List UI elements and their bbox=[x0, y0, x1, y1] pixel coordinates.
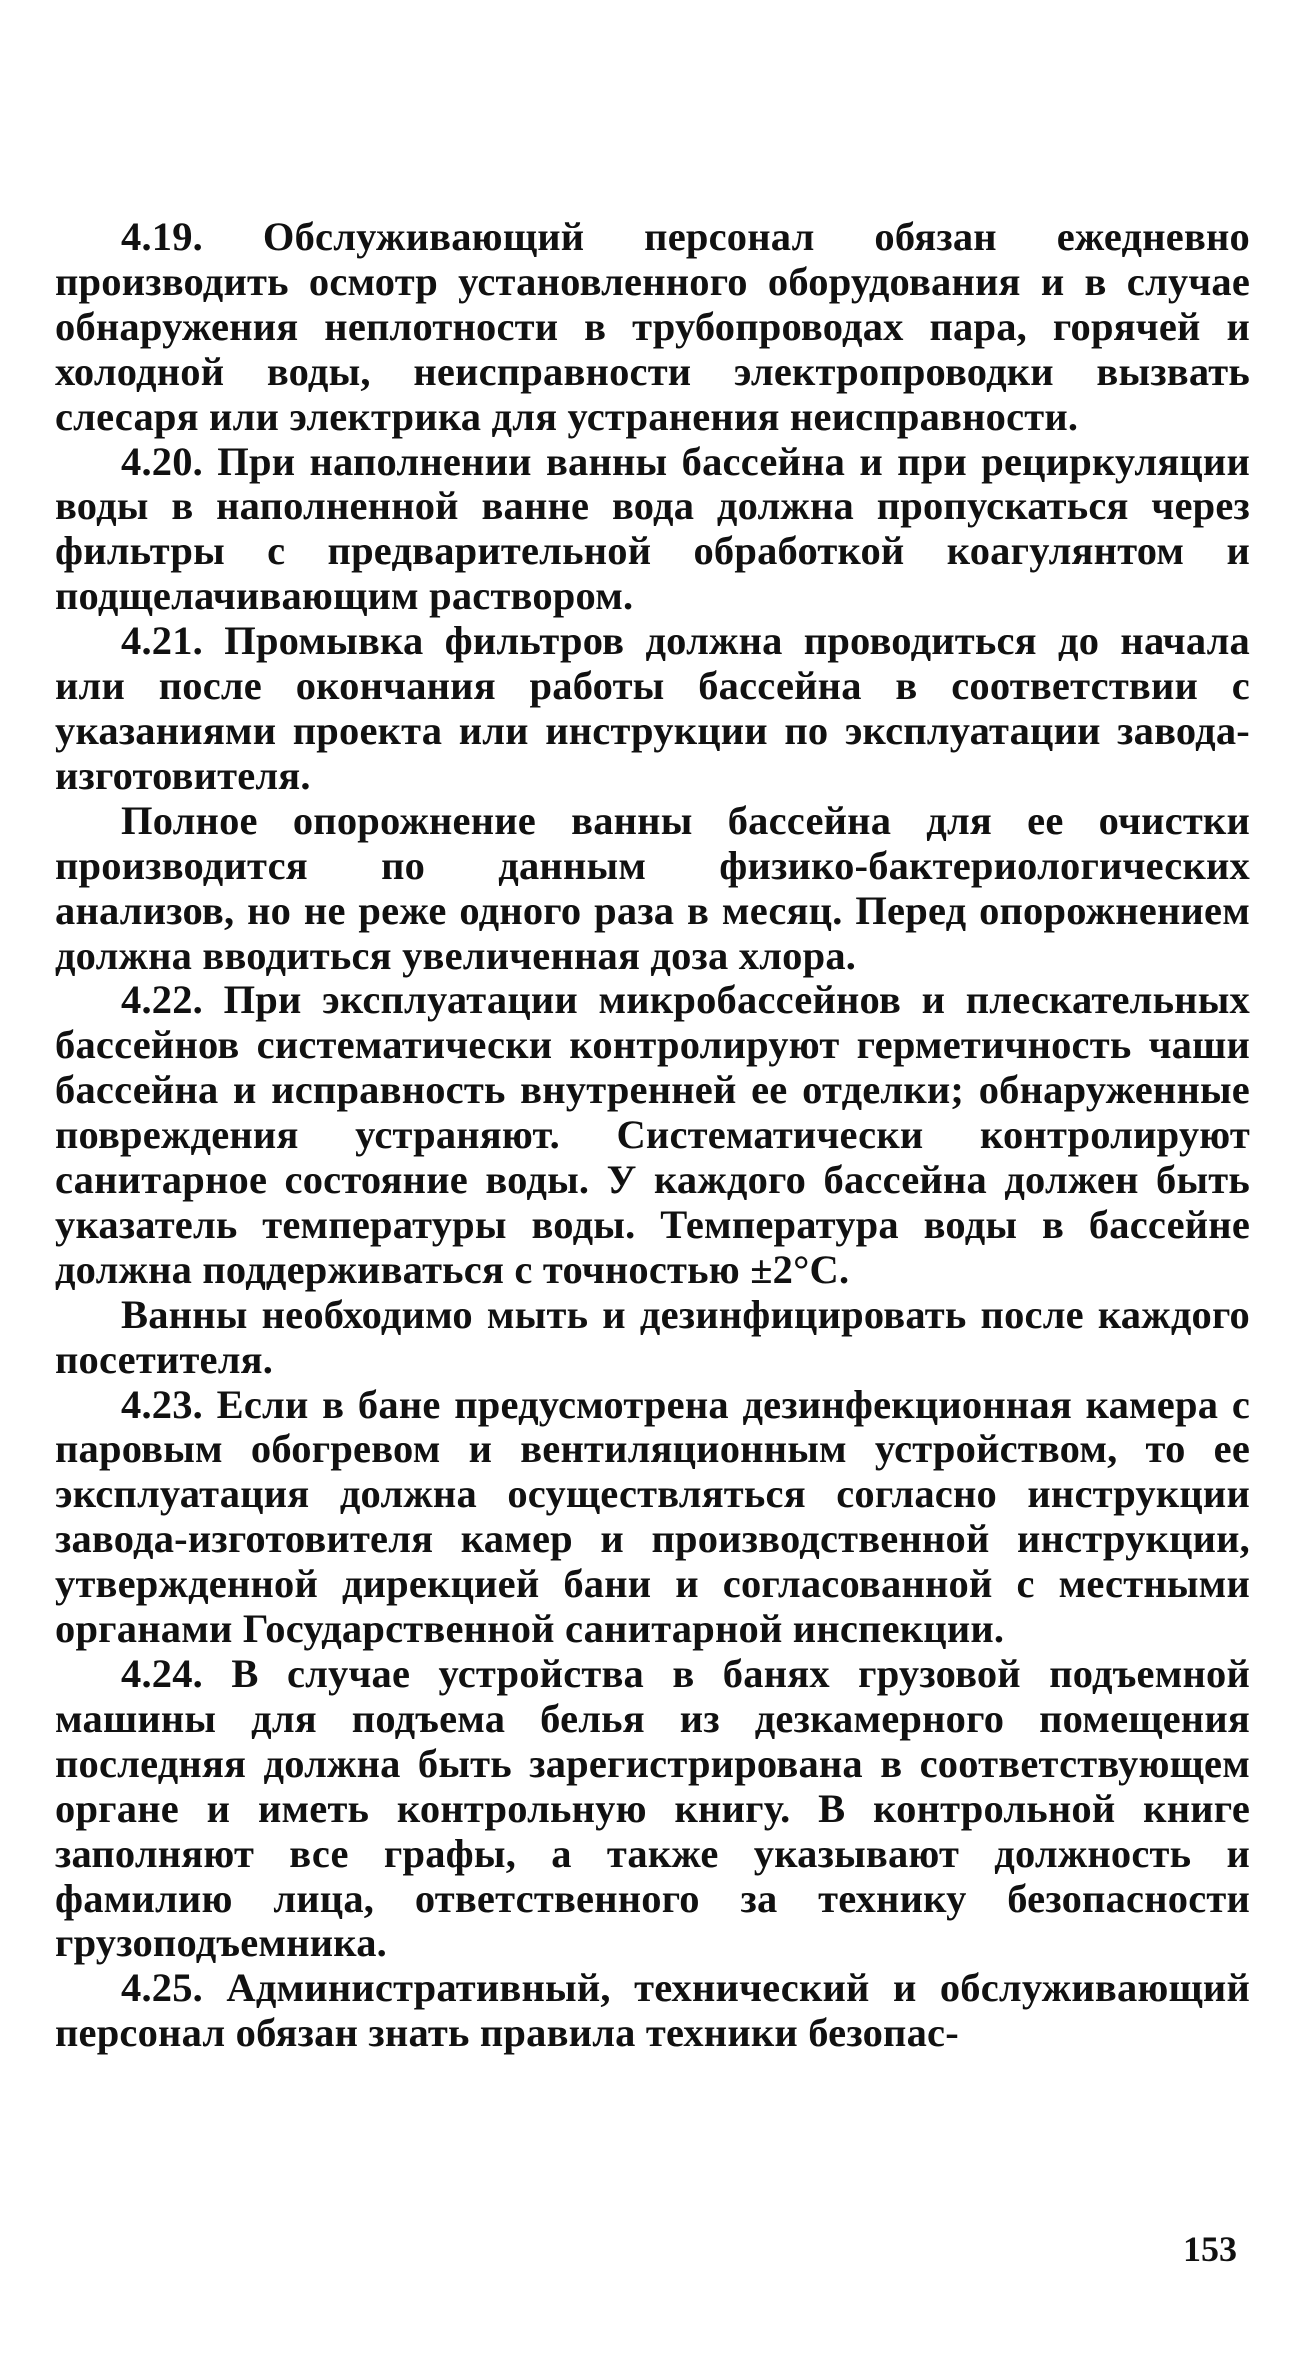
paragraph-4-21-continued bbox=[55, 799, 1250, 979]
paragraph-number: 4.19. bbox=[121, 214, 203, 259]
paragraph-4-22-continued bbox=[55, 1293, 1250, 1383]
paragraph-number: 4.21. bbox=[121, 618, 203, 664]
paragraph-4-19 bbox=[55, 215, 1250, 440]
paragraph-number: 4.20. bbox=[121, 438, 203, 484]
paragraph-4-20 bbox=[55, 440, 1250, 620]
paragraph-number: 4.25. bbox=[121, 1965, 203, 2011]
paragraph-text: Ванны необходимо мыть и дезинфицировать после каждого посетителя. bbox=[55, 1291, 1250, 1382]
paragraph-text: Если в бане предусмотрена дезинфекционная камера с паровым обогревом и вентиляционным устройством, то ее эксплуатация должна осуществляться согласно инструкции завода-изготовителя камер и производственной инструкции, утвержденной дирекцией бани и согласованной с местными органами Государственной санитарной инспекции. bbox=[55, 1381, 1250, 1652]
paragraph-number: 4.22. bbox=[121, 977, 203, 1023]
paragraph-4-21 bbox=[55, 619, 1250, 799]
paragraph-4-22 bbox=[55, 978, 1250, 1292]
paragraph-text: Административный, технический и обслуживающий персонал обязан знать правила техники безопас- bbox=[55, 1965, 1251, 2056]
document-body bbox=[55, 215, 1250, 2056]
paragraph-text: В случае устройства в банях грузовой подъемной машины для подъема белья из дезкамерного помещения последняя должна быть зарегистрирована в соответствующем органе и иметь контрольную книгу. В контрольной книге заполняют все графы, а также указывают должность и фамилию лица, ответственного за технику безопасности грузоподъемника. bbox=[55, 1651, 1251, 1966]
paragraph-text: Обслуживающий персонал обязан ежедневно производить осмотр установленного оборудования и в случае обнаружения неплотности в трубопроводах пара, горячей и холодной воды, неисправности электропроводки вызвать слесаря или электрика для устранения неисправности. bbox=[55, 214, 1251, 439]
paragraph-4-23 bbox=[55, 1383, 1250, 1652]
paragraph-text: При наполнении ванны бассейна и при рециркуляции воды в наполненной ванне вода должна пропускаться через фильтры с предварительной обработкой коагулянтом и подщелачивающим раствором. bbox=[55, 438, 1250, 619]
paragraph-number: 4.23. bbox=[121, 1381, 203, 1427]
paragraph-4-25 bbox=[55, 1966, 1250, 2056]
paragraph-4-24 bbox=[55, 1652, 1250, 1966]
paragraph-text: При эксплуатации микробассейнов и плескательных бассейнов систематически контролируют герметичность чаши бассейна и исправность внутренней ее отделки; обнаруженные повреждения устраняют. Систематически контролируют санитарное состояние воды. У каждого бассейна должен быть указатель температуры воды. Температура воды в бассейне должна поддерживаться с точностью ±2°С. bbox=[55, 977, 1250, 1292]
page-number: 153 bbox=[1183, 2229, 1237, 2269]
paragraph-text: Полное опорожнение ванны бассейна для ее очистки производится по данным физико-бактериологических анализов, но не реже одного раза в месяц. Перед опорожнением должна вводиться увеличенная доза хлора. bbox=[55, 797, 1250, 978]
paragraph-number: 4.24. bbox=[121, 1651, 203, 1696]
paragraph-text: Промывка фильтров должна проводиться до начала или после окончания работы бассейна в соответствии с указаниями проекта или инструкции по эксплуатации завода-изготовителя. bbox=[55, 618, 1251, 798]
